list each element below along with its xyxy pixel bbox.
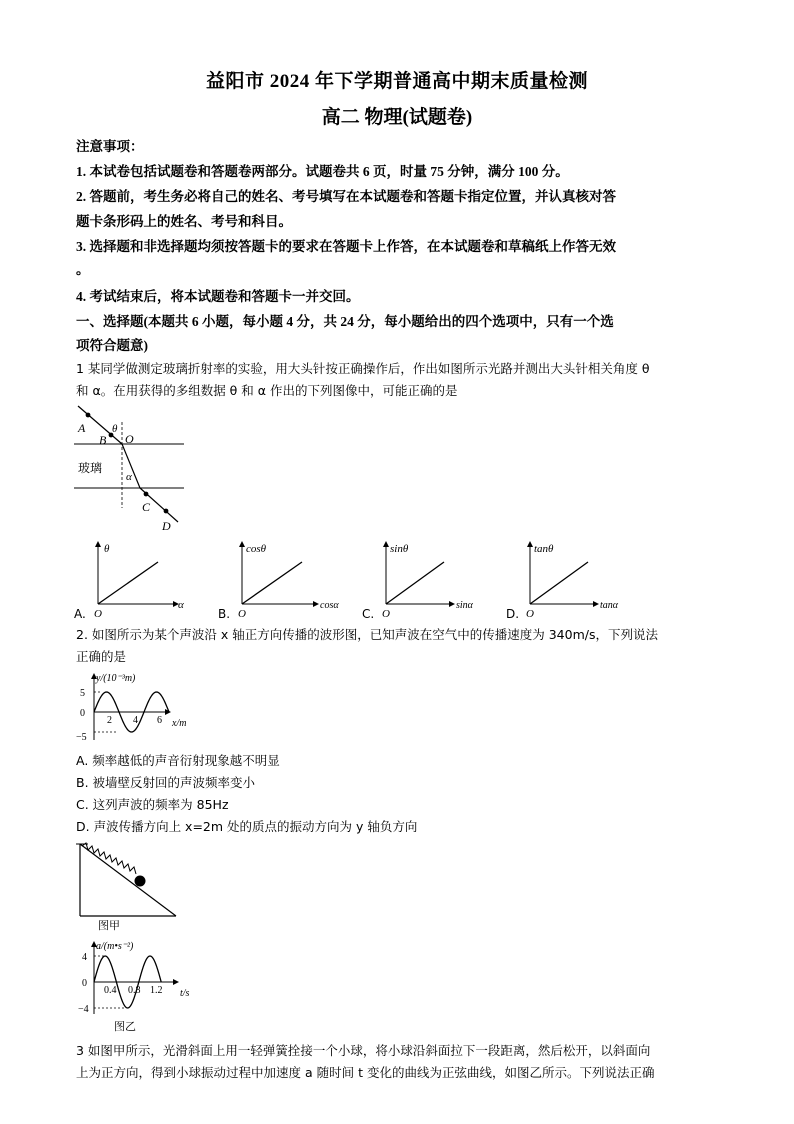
- option-c-graph: [362, 542, 474, 620]
- q2-option-b: B. 被墙壁反射回的声波频率变小: [76, 775, 256, 790]
- option-a-ylabel: θ: [104, 543, 110, 555]
- option-d-graph: [506, 542, 619, 620]
- q3-acceleration-chart: [74, 938, 204, 1034]
- option-b-ylabel: cosθ: [246, 543, 267, 555]
- option-d-ylabel: tanθ: [534, 543, 554, 555]
- notice-item-3a: 3. 选择题和非选择题均须按答题卡的要求在答题卡上作答，在本试题卷和草稿纸上作答无效: [76, 239, 616, 254]
- q2-ylabel: y/(10⁻³m): [96, 673, 136, 684]
- q3-incline-figure: [74, 840, 184, 932]
- notice-item-2b: 题卡条形码上的姓名、考号和科目。: [76, 214, 292, 229]
- q3-line1: 3 如图甲所示，光滑斜面上用一轻弹簧拴接一个小球，将小球沿斜面拉下一段距离，然后松开，以斜面向: [76, 1043, 651, 1058]
- spring-icon: [82, 843, 136, 874]
- ball-icon: [135, 876, 146, 887]
- q2-xtick-2: 2: [107, 715, 112, 726]
- q1-line1: 1 某同学做测定玻璃折射率的实验，用大头针按正确操作后，作出如图所示光路并测出大头针相关角度 θ: [76, 361, 650, 376]
- q3-xtick-1.2: 1.2: [150, 985, 163, 996]
- option-b-letter: B.: [218, 607, 231, 620]
- point-c-label: C: [142, 500, 151, 514]
- q2-option-a: A. 频率越低的声音衍射现象越不明显: [76, 753, 280, 768]
- exam-subtitle: 高二 物理(试题卷): [321, 107, 473, 128]
- q2-ytick-5: 5: [80, 688, 85, 699]
- option-d-letter: D.: [506, 607, 520, 620]
- q2-xtick-4: 4: [133, 715, 138, 726]
- point-d-label: D: [162, 519, 171, 532]
- notice-item-4: 4. 考试结束后，将本试题卷和答题卡一并交回。: [76, 289, 360, 304]
- q1-line2: 和 α。在用获得的多组数据 θ 和 α 作出的下列图像中，可能正确的是: [76, 383, 458, 398]
- option-a-graph: [74, 542, 184, 620]
- q3-line2: 上为正方向，得到小球振动过程中加速度 a 随时间 t 变化的曲线为正弦曲线，如图乙所示。下列说法正确: [76, 1065, 655, 1080]
- option-a-xlabel: α: [178, 599, 184, 611]
- q2-wave-chart: [74, 670, 204, 744]
- point-b-label: B: [99, 433, 107, 447]
- q3-xtick-0.4: 0.4: [104, 985, 117, 996]
- section1-line1: 一、选择题(本题共 6 小题，每小题 4 分，共 24 分，每小题给出的四个选项中，只有一个选: [76, 314, 614, 329]
- option-b-graph: [218, 542, 339, 620]
- alpha-label: α: [126, 471, 132, 483]
- q1-refraction-figure: [74, 404, 194, 532]
- option-d-origin: O: [526, 608, 534, 620]
- theta-label: θ: [112, 423, 118, 435]
- section1-line2: 项符合题意): [76, 338, 148, 353]
- q3-xlabel: t/s: [180, 988, 190, 999]
- point-a-label: A: [78, 421, 86, 435]
- option-c-letter: C.: [362, 607, 375, 620]
- q2-line2: 正确的是: [76, 649, 127, 664]
- q3-ylabel: a/(m•s⁻²): [96, 941, 134, 952]
- q3-fig1-caption: 图甲: [98, 919, 120, 932]
- q2-line1: 2. 如图所示为某个声波沿 x 轴正方向传播的波形图，已知声波在空气中的传播速度为 340m/s，下列说法: [76, 627, 658, 642]
- q3-xtick-0.8: 0.8: [128, 985, 141, 996]
- point-o-label: O: [125, 432, 134, 446]
- notice-item-2a: 2. 答题前，考生务必将自己的姓名、考号填写在本试题卷和答题卡指定位置，并认真核对答: [76, 189, 616, 204]
- option-b-origin: O: [238, 608, 246, 620]
- q3-ytick-4: 4: [82, 952, 87, 963]
- option-c-xlabel: sinα: [456, 600, 473, 611]
- q1-option-graphs: [74, 538, 724, 620]
- q2-xlabel: x/m: [172, 718, 187, 729]
- option-a-origin: O: [94, 608, 102, 620]
- option-c-ylabel: sinθ: [390, 543, 409, 555]
- notice-heading: 注意事项：: [76, 139, 144, 154]
- exam-title: 益阳市 2024 年下学期普通高中期末质量检测: [205, 71, 588, 92]
- q2-option-d: D. 声波传播方向上 x=2m 处的质点的振动方向为 y 轴负方向: [76, 819, 418, 834]
- q3-ytick-0: 0: [82, 978, 87, 989]
- glass-label: 玻璃: [78, 461, 103, 475]
- q2-ytick-neg5: −5: [76, 732, 87, 743]
- q3-fig2-caption: 图乙: [114, 1020, 136, 1033]
- q2-ytick-0: 0: [80, 708, 85, 719]
- option-c-origin: O: [382, 608, 390, 620]
- option-a-letter: A.: [74, 607, 86, 620]
- notice-item-3b: 。: [76, 262, 90, 277]
- option-b-xlabel: cosα: [320, 600, 339, 611]
- option-d-xlabel: tanα: [600, 600, 619, 611]
- q2-option-c: C. 这列声波的频率为 85Hz: [76, 797, 229, 812]
- q2-xtick-6: 6: [157, 715, 162, 726]
- q3-ytick-neg4: −4: [78, 1004, 89, 1015]
- notice-item-1: 1. 本试卷包括试题卷和答题卷两部分。试题卷共 6 页，时量 75 分钟，满分 100 分。: [76, 164, 569, 179]
